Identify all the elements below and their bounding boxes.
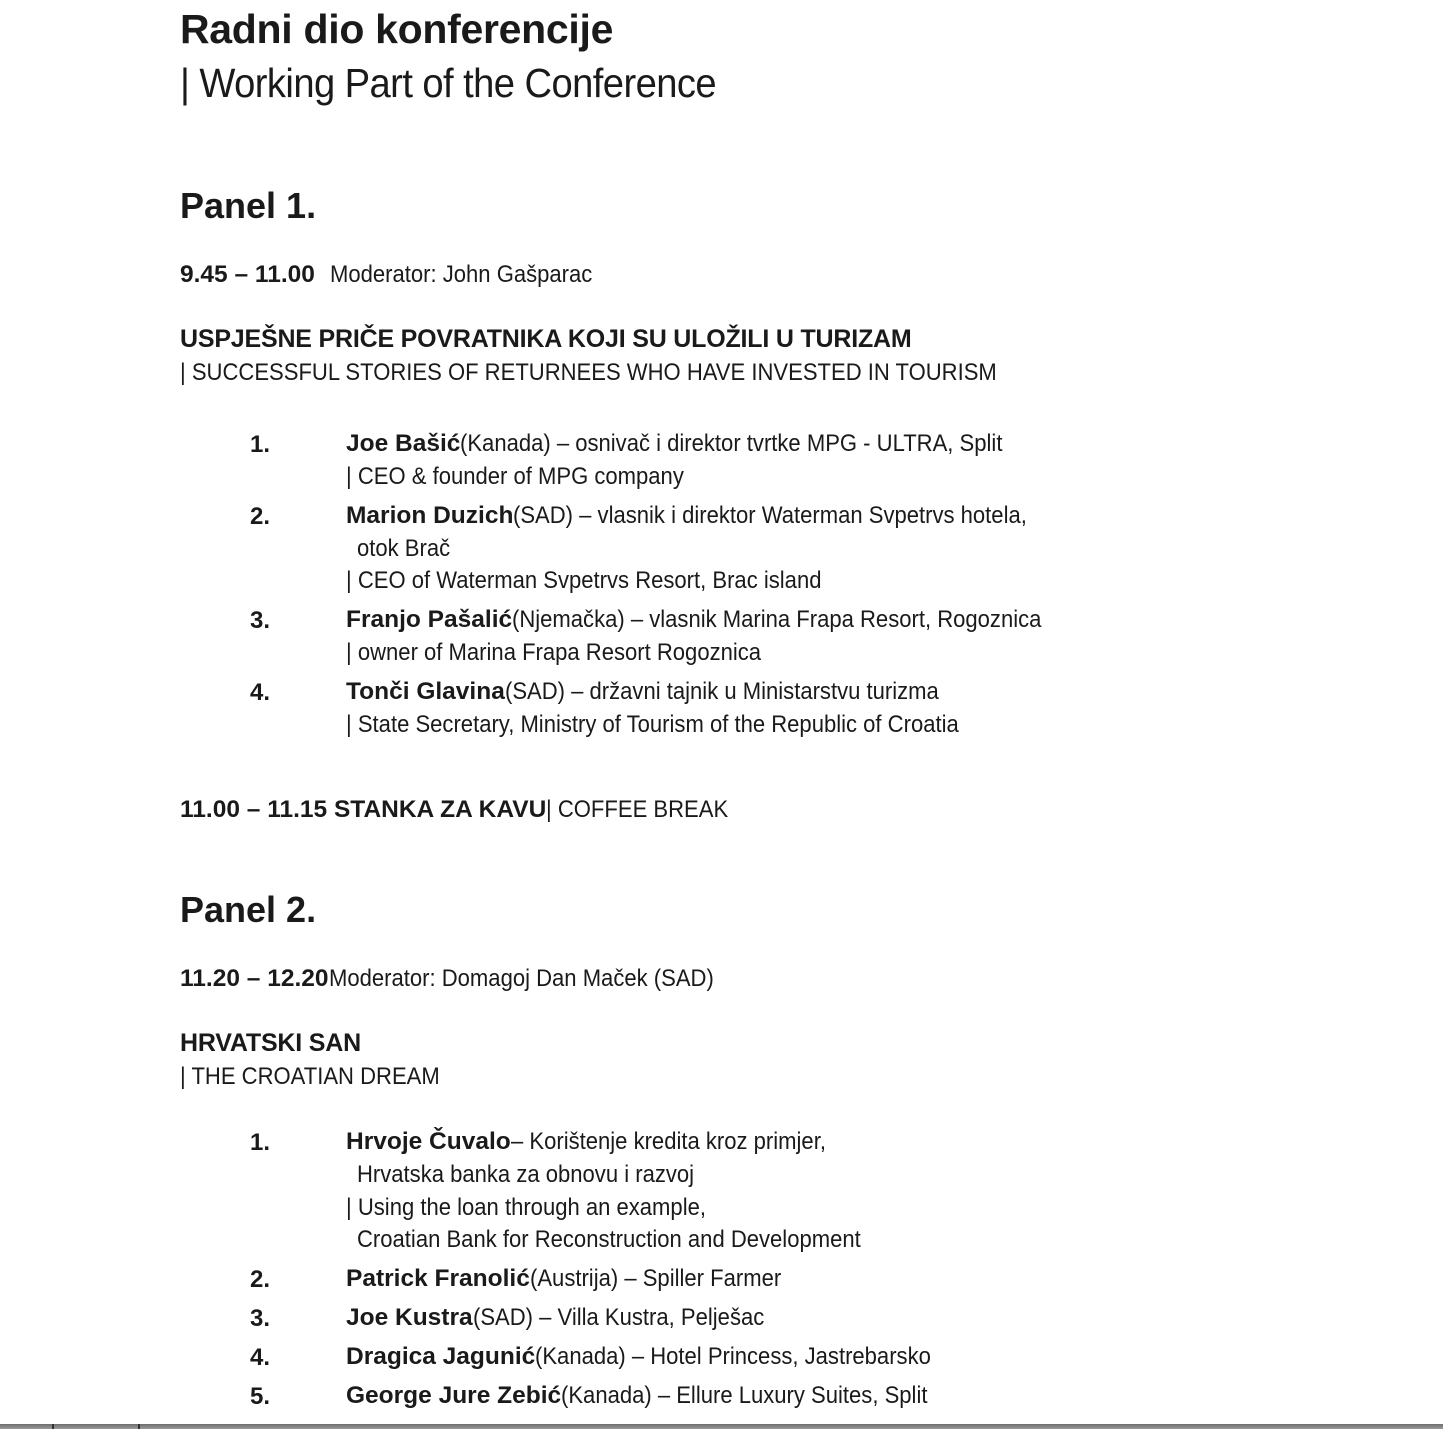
speaker-description: (Njemačka) – vlasnik Marina Frapa Resort, Rogoznica bbox=[512, 606, 1042, 633]
p1-speaker-2-number: 2. bbox=[250, 503, 271, 530]
speaker-description: (Kanada) – Ellure Luxury Suites, Split bbox=[561, 1382, 928, 1409]
page-title-en: | Working Part of the Conference bbox=[180, 60, 717, 106]
panel-1-schedule bbox=[180, 261, 621, 289]
p1-speaker-3 bbox=[346, 606, 1100, 634]
p1-speaker-2-en: | CEO of Waterman Svpetrvs Resort, Brac island bbox=[346, 567, 822, 594]
p1-speaker-1-en: | CEO & founder of MPG company bbox=[346, 463, 684, 490]
page-title-hr: Radni dio konferencije bbox=[180, 6, 614, 52]
p2-speaker-1 bbox=[346, 1128, 861, 1156]
speaker-name: Hrvoje Čuvalo bbox=[346, 1128, 511, 1155]
speaker-description: – Korištenje kredita kroz primjer, bbox=[510, 1128, 826, 1155]
speaker-name: Dragica Jagunić bbox=[346, 1343, 536, 1370]
coffee-break-label: 11.00 – 11.15 STANKA ZA KAVU bbox=[180, 796, 547, 823]
p1-speaker-3-number: 3. bbox=[250, 607, 271, 634]
p2-speaker-3 bbox=[346, 1304, 796, 1332]
p2-speaker-3-number: 3. bbox=[250, 1305, 271, 1332]
p1-speaker-1-number: 1. bbox=[250, 431, 271, 458]
p1-speaker-4-number: 4. bbox=[250, 679, 271, 706]
panel-2-time: 11.20 – 12.20 bbox=[180, 965, 329, 992]
panel-2-topic-en: | THE CROATIAN DREAM bbox=[180, 1063, 440, 1090]
speaker-name: George Jure Zebić bbox=[346, 1382, 562, 1409]
page-bottom-edge bbox=[0, 1424, 1443, 1429]
panel-2-heading: Panel 2. bbox=[180, 889, 317, 930]
p2-speaker-4-number: 4. bbox=[250, 1344, 271, 1371]
speaker-name: Tonči Glavina bbox=[346, 678, 505, 705]
panel-1-topic-hr: USPJEŠNE PRIČE POVRATNIKA KOJI SU ULOŽILI U TURIZAM bbox=[180, 325, 912, 353]
speaker-description: (SAD) – državni tajnik u Ministarstvu turizma bbox=[504, 678, 939, 705]
p2-speaker-1-en1: | Using the loan through an example, bbox=[346, 1194, 706, 1221]
panel-2-schedule bbox=[180, 965, 756, 993]
panel-1-topic-en: | SUCCESSFUL STORIES OF RETURNEES WHO HAVE INVESTED IN TOURISM bbox=[180, 359, 997, 386]
speaker-description: (Kanada) – Hotel Princess, Jastrebarsko bbox=[535, 1343, 932, 1370]
speaker-description: (SAD) – Villa Kustra, Pelješac bbox=[472, 1304, 764, 1331]
panel-2-moderator: Moderator: Domagoj Dan Maček (SAD) bbox=[328, 965, 714, 992]
speaker-description: (SAD) – vlasnik i direktor Waterman Svpetrvs hotela, bbox=[513, 502, 1028, 529]
p2-speaker-1-cont: Hrvatska banka za obnovu i razvoj bbox=[357, 1161, 695, 1188]
p1-speaker-2-cont: otok Brač bbox=[357, 535, 451, 562]
p2-speaker-1-en2: Croatian Bank for Reconstruction and Development bbox=[357, 1226, 861, 1253]
speaker-name: Franjo Pašalić bbox=[346, 606, 513, 633]
p1-speaker-1 bbox=[346, 430, 1063, 458]
p2-speaker-2-number: 2. bbox=[250, 1266, 271, 1293]
p1-speaker-4 bbox=[346, 678, 987, 706]
p2-speaker-1-number: 1. bbox=[250, 1129, 271, 1156]
p2-speaker-2 bbox=[346, 1265, 809, 1293]
p1-speaker-3-en: | owner of Marina Frapa Resort Rogoznica bbox=[346, 639, 762, 666]
p2-speaker-4 bbox=[346, 1343, 975, 1371]
speaker-description: (Kanada) – osnivač i direktor tvrtke MPG - ULTRA, Split bbox=[460, 430, 1003, 457]
speaker-name: Joe Kustra bbox=[346, 1304, 473, 1331]
page-edge-mark bbox=[138, 1424, 140, 1429]
p2-speaker-5 bbox=[346, 1382, 968, 1410]
page-edge-mark bbox=[52, 1424, 54, 1429]
coffee-break-en: | COFFEE BREAK bbox=[546, 796, 729, 823]
panel-1-heading: Panel 1. bbox=[180, 185, 317, 226]
speaker-description: (Austrija) – Spiller Farmer bbox=[529, 1265, 782, 1292]
speaker-name: Patrick Franolić bbox=[346, 1265, 530, 1292]
panel-2-topic-hr: HRVATSKI SAN bbox=[180, 1029, 361, 1057]
p1-speaker-2 bbox=[346, 502, 1084, 530]
p1-speaker-4-en: | State Secretary, Ministry of Tourism of the Republic of Croatia bbox=[346, 711, 959, 738]
coffee-break bbox=[180, 796, 749, 824]
p2-speaker-5-number: 5. bbox=[250, 1383, 271, 1410]
panel-1-moderator: Moderator: John Gašparac bbox=[329, 261, 592, 288]
speaker-name: Joe Bašić bbox=[346, 430, 461, 457]
speaker-name: Marion Duzich bbox=[346, 502, 514, 529]
panel-1-time: 9.45 – 11.00 bbox=[180, 261, 315, 288]
